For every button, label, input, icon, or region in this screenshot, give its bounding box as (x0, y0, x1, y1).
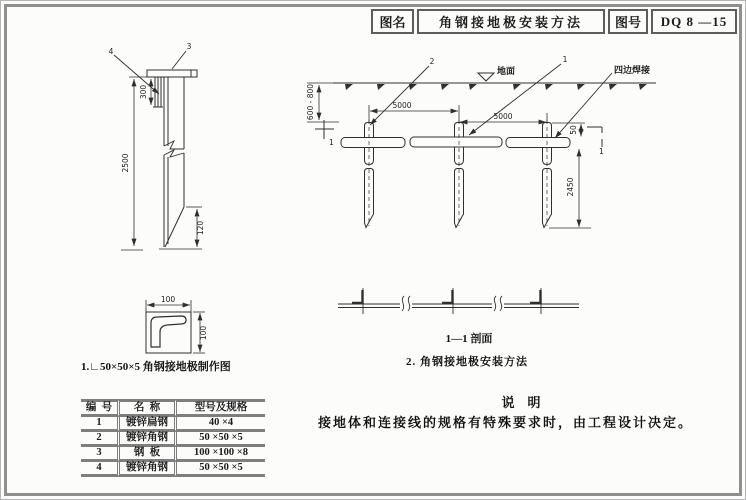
section-1-1-caption: 1—1 剖面 (445, 333, 493, 345)
titleblock-number-label: 图号 (608, 9, 648, 34)
section-marker-left-label: 1 (329, 138, 334, 147)
titleblock-name-value: 角钢接地极安装方法 (417, 9, 605, 34)
dim-100-height: 100 (199, 325, 208, 341)
ground-level-symbol (478, 73, 494, 81)
table-cell: 40 ×4 (174, 417, 265, 432)
table-header-cell: 编 号 (81, 399, 117, 417)
table-header-row (81, 399, 265, 417)
table-cell: 镀锌角钢 (117, 432, 174, 447)
titleblock-number-value: DQ 8 —15 (651, 9, 737, 34)
notes-body: 接地体和连接线的规格有特殊要求时，由工程设计决定。 (318, 415, 694, 430)
table-cell: 镀锌角钢 (117, 462, 174, 477)
table-cell: 钢 板 (117, 447, 174, 462)
dim-100-width: 100 (160, 295, 176, 304)
fig-make-caption: 1.∟50×50×5 角钢接地极制作图 (81, 361, 231, 373)
table-cell: 100 ×100 ×8 (174, 447, 265, 462)
dim-depth: 600 - 800 (306, 83, 315, 121)
callout-2: 2 (429, 57, 435, 66)
plate-section-drawing (146, 300, 205, 353)
dim-span-1: 5000 (392, 101, 412, 110)
table-header-cell: 型号及规格 (174, 399, 265, 417)
dim-2450: 2450 (566, 177, 575, 197)
notes-title: 说 明 (501, 395, 541, 410)
titleblock-name-label: 图名 (371, 9, 414, 34)
table-cell: 2 (81, 432, 117, 447)
materials-table (81, 399, 265, 477)
table-cell: 镀锌扁钢 (117, 417, 174, 432)
dim-120: 120 (196, 220, 205, 236)
dim-2500: 2500 (121, 153, 130, 173)
dim-50: 50 (569, 125, 578, 135)
table-row (81, 447, 265, 462)
fig-install-caption: 2. 角钢接地极安装方法 (406, 356, 528, 368)
table-cell: 1 (81, 417, 117, 432)
table-row (81, 417, 265, 432)
fig-install-drawing (307, 64, 656, 314)
table-row (81, 432, 265, 447)
callout-1: 1 (562, 55, 568, 64)
table-cell: 50 ×50 ×5 (174, 462, 265, 477)
table-row (81, 462, 265, 477)
table-cell: 4 (81, 462, 117, 477)
table-header-cell: 名 称 (117, 399, 174, 417)
callout-3: 3 (186, 42, 192, 51)
section-marker-right-label: 1 (599, 147, 604, 156)
weld-label: 四边焊接 (614, 65, 651, 75)
table-cell: 50 ×50 ×5 (174, 432, 265, 447)
fig-make-drawing (114, 51, 202, 250)
dim-300: 300 (139, 84, 148, 100)
callout-4: 4 (108, 47, 114, 56)
dim-span-2: 5000 (493, 112, 513, 121)
table-cell: 3 (81, 447, 117, 462)
ground-label: 地面 (497, 66, 516, 76)
